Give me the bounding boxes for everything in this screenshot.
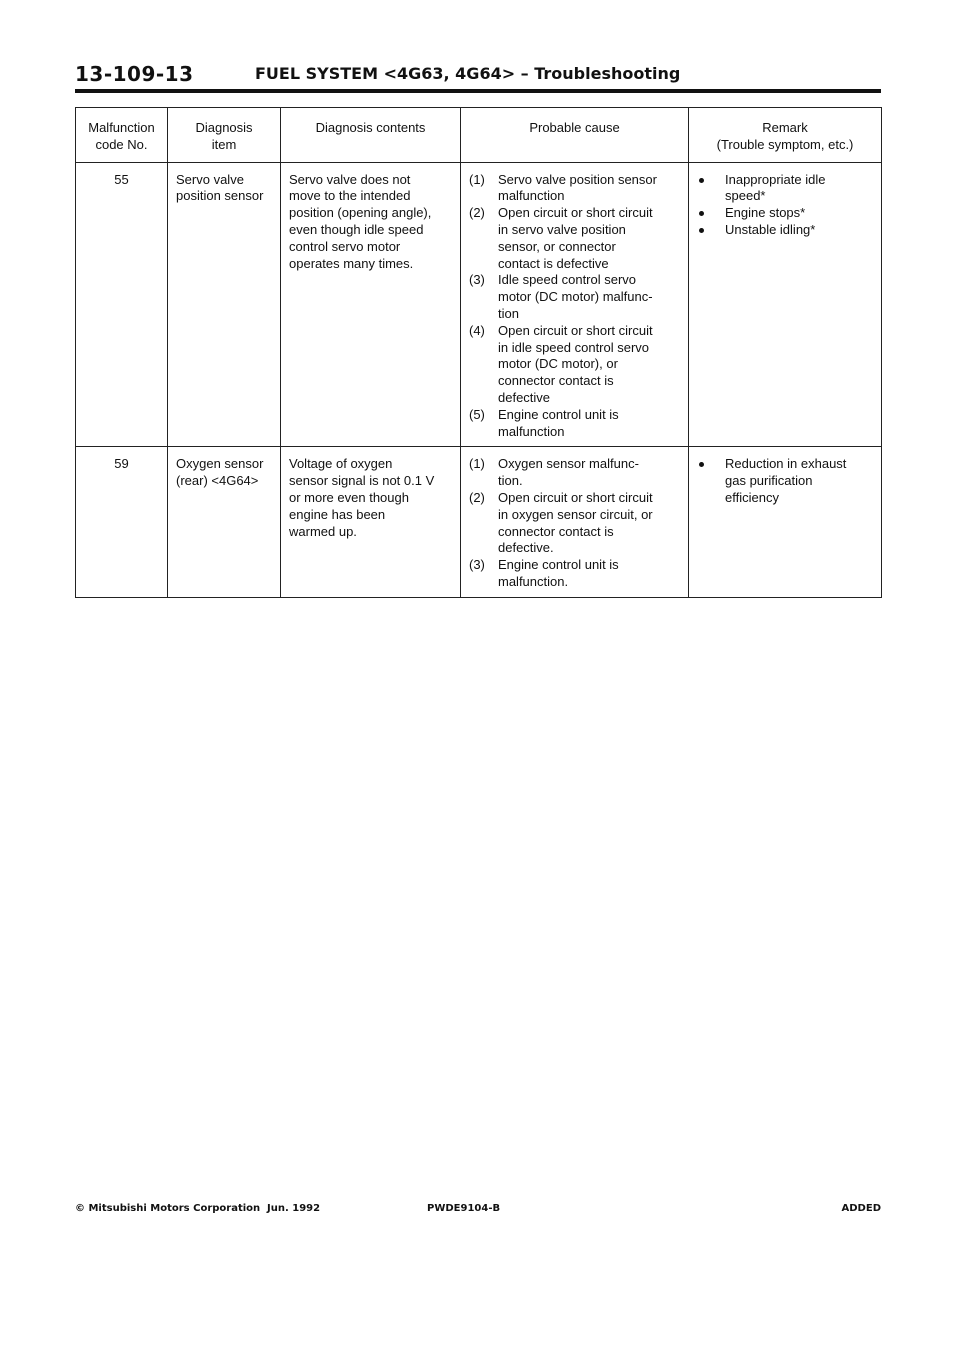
cause-text-line: tion [498, 305, 519, 321]
troubleshooting-table [75, 107, 882, 598]
diagnosis-contents-line: even though idle speed [289, 221, 424, 237]
remark-text-line: efficiency [725, 489, 779, 505]
diagnosis-item-line: Servo valve [176, 171, 244, 187]
cause-item [469, 172, 682, 206]
diagnosis-contents-line: control servo motor [289, 238, 401, 254]
probable-cause [461, 447, 689, 597]
column-header-remark: Remark (Trouble symptom, etc.) [689, 108, 882, 163]
remark-text-line: Reduction in exhaust [725, 456, 847, 472]
cause-text-line: Oxygen sensor malfunc- [498, 456, 639, 472]
cause-text-line: Open circuit or short circuit [498, 489, 653, 505]
bullet-icon [699, 211, 704, 216]
table-row [76, 162, 882, 447]
diagnosis-contents-line: warmed up. [289, 523, 357, 539]
document-code: PWDE9104-B [427, 1203, 501, 1214]
header-rule [75, 89, 881, 93]
cause-text-line: Open circuit or short circuit [498, 205, 653, 221]
cause-text-line: defective. [498, 540, 554, 556]
diagnosis-item-line: Oxygen sensor [176, 456, 264, 472]
cause-text-line: tion. [498, 473, 523, 489]
cause-text-line: connector contact is [498, 373, 614, 389]
remark-item [697, 172, 875, 206]
cause-number: (5) [469, 406, 485, 422]
cause-text-line: motor (DC motor) malfunc- [498, 289, 653, 305]
remark [689, 447, 882, 597]
cause-item [469, 272, 682, 322]
cause-text-line: sensor, or connector [498, 238, 616, 254]
cause-text-line: Engine control unit is [498, 557, 619, 573]
cause-item [469, 557, 682, 591]
bullet-icon [699, 462, 704, 467]
diagnosis-item [168, 447, 281, 597]
status-label: ADDED [841, 1203, 881, 1214]
diagnosis-contents [281, 447, 461, 597]
page-footer [75, 1203, 881, 1219]
cause-number: (2) [469, 205, 485, 221]
probable-cause-list [469, 172, 682, 441]
cause-text-line: Engine control unit is [498, 406, 619, 422]
cause-number: (1) [469, 456, 485, 472]
column-header-contents: Diagnosis contents [281, 108, 461, 163]
cause-number: (2) [469, 489, 485, 505]
page-number: 13-109-13 [75, 62, 194, 86]
remark-text-line: speed* [725, 188, 766, 204]
diagnosis-contents-line: operates many times. [289, 255, 414, 271]
copyright-text: © Mitsubishi Motors Corporation [75, 1203, 261, 1214]
remark-item [697, 205, 875, 222]
cause-text-line: Open circuit or short circuit [498, 322, 653, 338]
remark-text-line: Unstable idling* [725, 221, 816, 237]
publication-date: Jun. 1992 [267, 1203, 321, 1214]
remark-list [697, 172, 875, 239]
bullet-icon [699, 228, 704, 233]
cause-item [469, 205, 682, 272]
cause-text-line: defective [498, 389, 551, 405]
cause-item [469, 407, 682, 441]
column-header-code: Malfunction code No. [76, 108, 168, 163]
diagnosis-item-line: position sensor [176, 188, 264, 204]
cause-text-line: Idle speed control servo [498, 272, 637, 288]
column-header-item: Diagnosis item [168, 108, 281, 163]
malfunction-code: 55 [76, 162, 168, 447]
cause-text-line: Servo valve position sensor [498, 171, 657, 187]
remark-text-line: gas purification [725, 473, 813, 489]
cause-text-line: malfunction [498, 423, 565, 439]
remark-text-line: Inappropriate idle [725, 171, 826, 187]
cause-number: (4) [469, 322, 485, 338]
table-header-row [76, 108, 882, 163]
cause-text-line: in servo valve position [498, 221, 626, 237]
probable-cause-list [469, 456, 682, 590]
cause-item [469, 456, 682, 490]
section-title: FUEL SYSTEM <4G63, 4G64> – Troubleshooting [255, 64, 681, 83]
diagnosis-contents-line: engine has been [289, 506, 386, 522]
cause-item [469, 490, 682, 557]
cause-number: (3) [469, 272, 485, 288]
cause-item [469, 323, 682, 407]
diagnosis-contents-line: Servo valve does not [289, 171, 411, 187]
remark-list [697, 456, 875, 506]
remark-item [697, 456, 875, 506]
cause-number: (1) [469, 171, 485, 187]
cause-text-line: connector contact is [498, 523, 614, 539]
diagnosis-item [168, 162, 281, 447]
cause-text-line: contact is defective [498, 255, 609, 271]
column-header-cause: Probable cause [461, 108, 689, 163]
cause-text-line: malfunction [498, 188, 565, 204]
cause-text-line: motor (DC motor), or [498, 356, 618, 372]
cause-text-line: in idle speed control servo [498, 339, 650, 355]
probable-cause [461, 162, 689, 447]
diagnosis-item-line: (rear) <4G64> [176, 473, 259, 489]
diagnosis-contents-line: sensor signal is not 0.1 V [289, 473, 435, 489]
malfunction-code: 59 [76, 447, 168, 597]
diagnosis-contents-line: Voltage of oxygen [289, 456, 393, 472]
remark [689, 162, 882, 447]
remark-item [697, 222, 875, 239]
diagnosis-contents [281, 162, 461, 447]
cause-text-line: malfunction. [498, 573, 569, 589]
cause-number: (3) [469, 557, 485, 573]
page-header [75, 62, 880, 92]
diagnosis-contents-line: move to the intended [289, 188, 411, 204]
cause-text-line: in oxygen sensor circuit, or [498, 506, 653, 522]
bullet-icon [699, 178, 704, 183]
diagnosis-contents-line: or more even though [289, 489, 409, 505]
diagnosis-contents-line: position (opening angle), [289, 205, 432, 221]
table-row [76, 447, 882, 597]
remark-text-line: Engine stops* [725, 205, 806, 221]
